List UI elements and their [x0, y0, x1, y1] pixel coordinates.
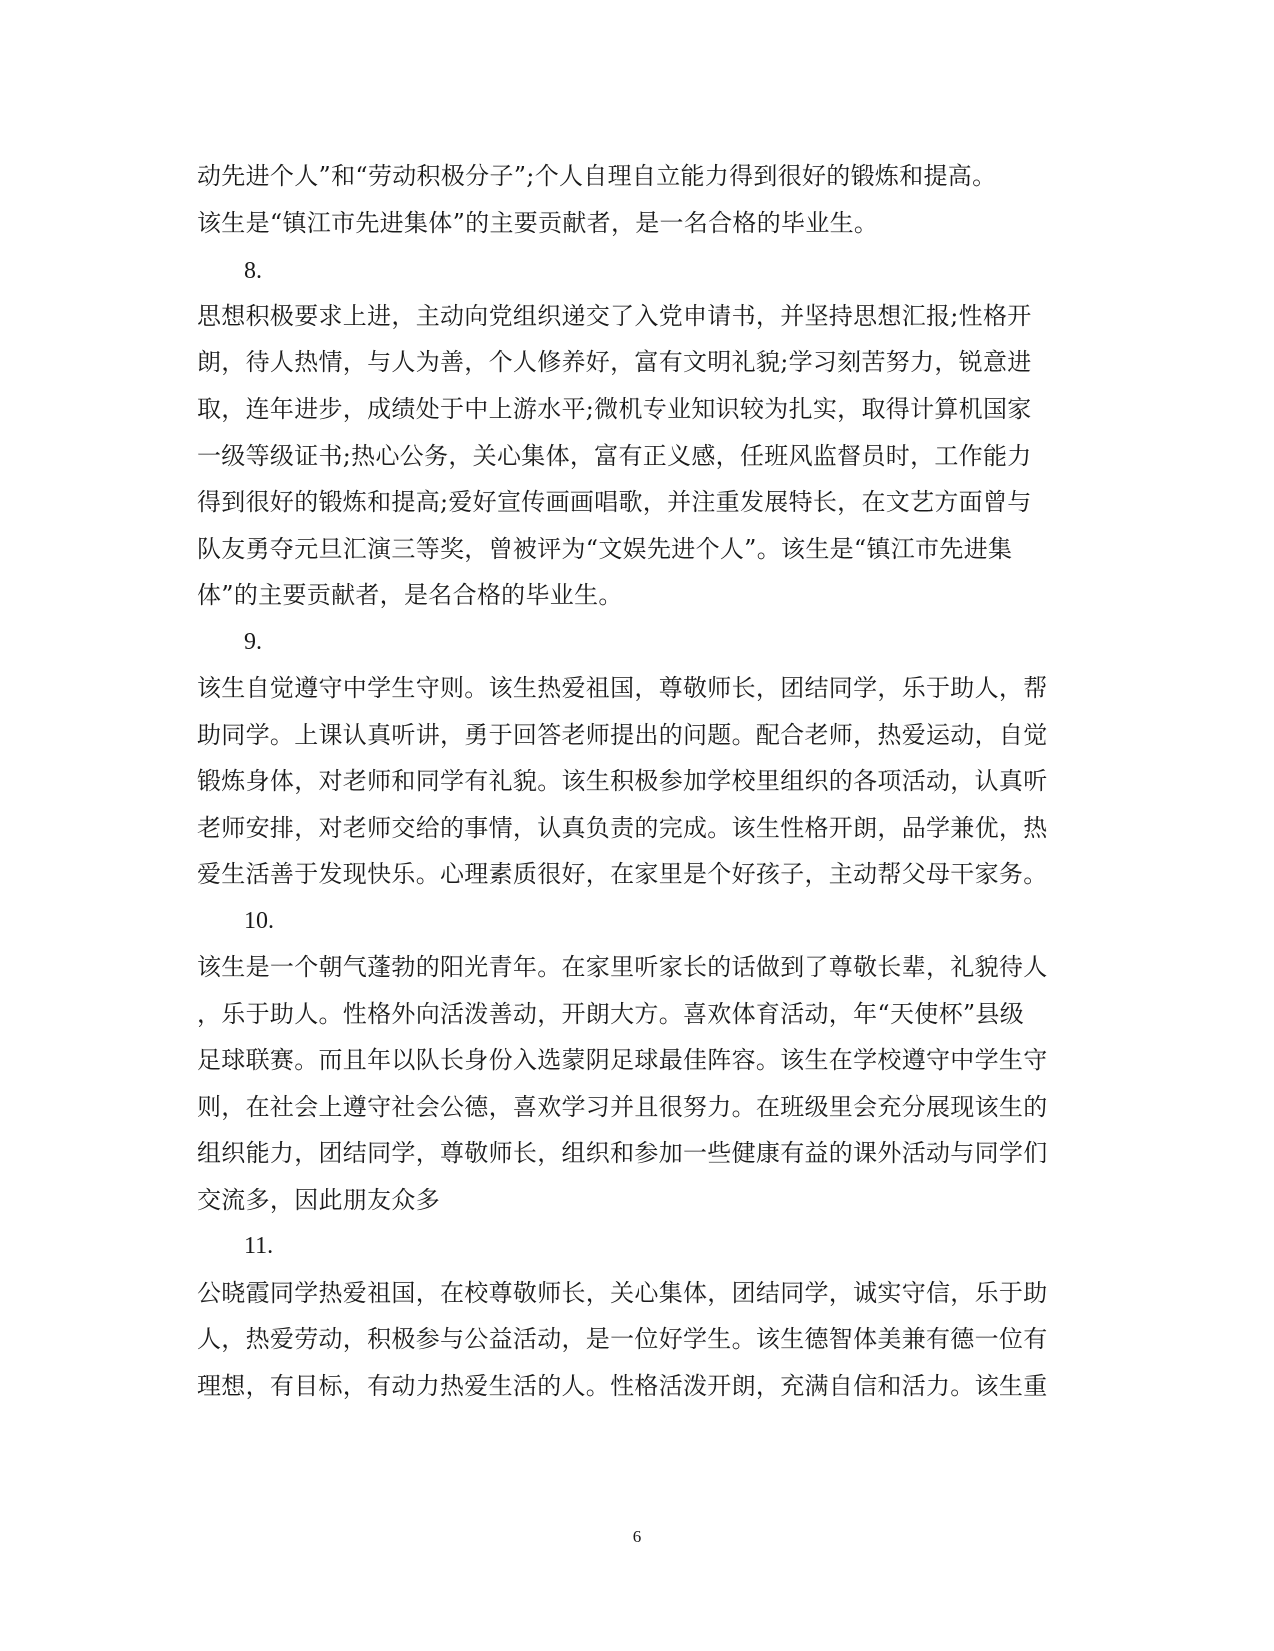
item-number: 11.	[244, 1233, 274, 1259]
item-number: 10.	[244, 908, 274, 934]
item-number: 8.	[244, 258, 262, 284]
body-text-line: 老师安排，对老师交给的事情，认真负责的完成。该生性格开朗，品学兼优，热	[197, 814, 1048, 842]
body-text-line: 该生是一个朝气蓬勃的阳光青年。在家里听家长的话做到了尊敬长辈，礼貌待人	[197, 953, 1048, 981]
body-text-line: 足球联赛。而且年以队长身份入选蒙阴足球最佳阵容。该生在学校遵守中学生守	[197, 1046, 1048, 1074]
body-text-line: 组织能力，团结同学，尊敬师长，组织和参加一些健康有益的课外活动与同学们	[197, 1139, 1048, 1167]
body-text-line: 该生自觉遵守中学生守则。该生热爱祖国，尊敬师长，团结同学，乐于助人，帮	[197, 674, 1048, 702]
body-text-line: 则，在社会上遵守社会公德，喜欢学习并且很努力。在班级里会充分展现该生的	[197, 1093, 1048, 1121]
body-text-line: 体”的主要贡献者，是名合格的毕业生。	[197, 581, 623, 609]
body-text-line: 思想积极要求上进，主动向党组织递交了入党申请书，并坚持思想汇报;性格开	[197, 302, 1032, 330]
body-text-line: 该生是“镇江市先进集体”的主要贡献者，是一名合格的毕业生。	[197, 209, 879, 237]
body-text-line: 理想，有目标，有动力热爱生活的人。性格活泼开朗，充满自信和活力。该生重	[197, 1372, 1048, 1400]
body-text-line: ，乐于助人。性格外向活泼善动，开朗大方。喜欢体育活动，年“天使杯”县级	[197, 1000, 1025, 1028]
body-text-line: 队友勇夺元旦汇演三等奖，曾被评为“文娱先进个人”。该生是“镇江市先进集	[197, 535, 1013, 563]
body-text-line: 助同学。上课认真听讲，勇于回答老师提出的问题。配合老师，热爱运动，自觉	[197, 721, 1048, 749]
body-text-line: 一级等级证书;热心公务，关心集体，富有正义感，任班风监督员时，工作能力	[197, 442, 1032, 470]
body-text-line: 人，热爱劳动，积极参与公益活动，是一位好学生。该生德智体美兼有德一位有	[197, 1325, 1048, 1353]
body-text-line: 锻炼身体，对老师和同学有礼貌。该生积极参加学校里组织的各项活动，认真听	[197, 767, 1048, 795]
body-text-line: 爱生活善于发现快乐。心理素质很好，在家里是个好孩子，主动帮父母干家务。	[197, 860, 1048, 888]
body-text-line: 得到很好的锻炼和提高;爱好宣传画画唱歌，并注重发展特长，在文艺方面曾与	[197, 488, 1032, 516]
body-text-line: 取，连年进步，成绩处于中上游水平;微机专业知识较为扎实，取得计算机国家	[197, 395, 1032, 423]
body-text-line: 交流多，因此朋友众多	[197, 1186, 440, 1214]
body-text-line: 动先进个人”和“劳动积极分子”;个人自理自立能力得到很好的锻炼和提高。	[197, 162, 997, 190]
page-number: 6	[632, 1527, 642, 1546]
body-text-line: 朗，待人热情，与人为善，个人修养好，富有文明礼貌;学习刻苦努力，锐意进	[197, 348, 1032, 376]
item-number: 9.	[244, 629, 262, 655]
body-text-line: 公晓霞同学热爱祖国，在校尊敬师长，关心集体，团结同学，诚实守信，乐于助	[197, 1279, 1048, 1307]
